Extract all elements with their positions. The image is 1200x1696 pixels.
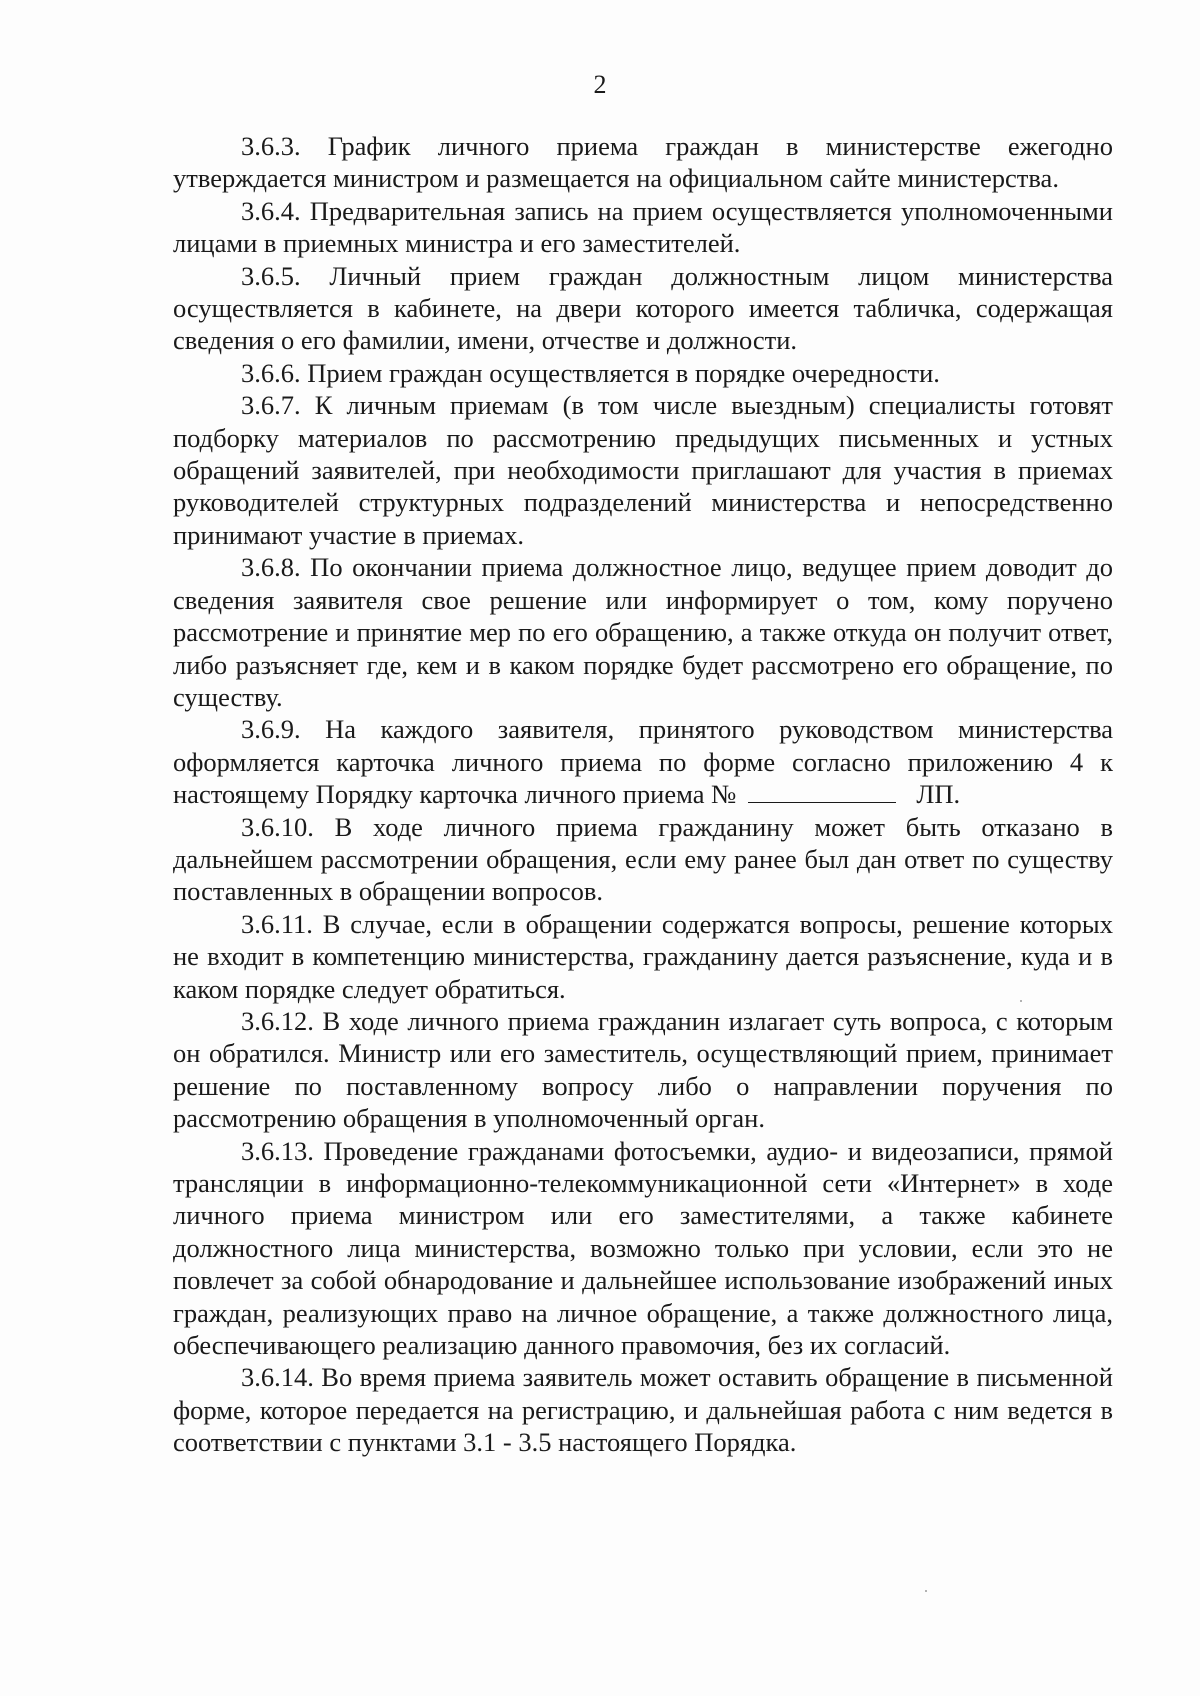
paragraph-3-6-10: 3.6.10. В ходе личного приема гражданину может быть отказано в дальнейшем рассмотрении обращения, если ему ранее был дан ответ по существу поставленных в обращении вопросов. (173, 811, 1113, 907)
paragraph-3-6-3: 3.6.3. График личного приема граждан в министерстве ежегодно утверждается министром и размещается на официальном сайте министерства. (173, 131, 1113, 194)
paragraph-3-6-4: 3.6.4. Предварительная запись на прием осуществляется уполномоченными лицами в приемных министра и его заместителей. (173, 195, 1113, 259)
paragraph-3-6-11: 3.6.11. В случае, если в обращении содержатся вопросы, решение которых не входит в компетенцию министерства, гражданину дается разъяснение, куда и в каком порядке следует обратиться. (173, 908, 1113, 1004)
paragraph-3-6-14: 3.6.14. Во время приема заявитель может оставить обращение в письменной форме, которое передается на регистрацию, и дальнейшая работа с ним ведется в соответствии с пунктами 3.1 - 3.5 настоящего Порядка. (173, 1362, 1113, 1458)
blank-fill-line (748, 780, 896, 803)
paragraph-3-6-9-suffix: ЛП. (916, 779, 961, 810)
paragraph-3-6-13: 3.6.13. Проведение гражданами фотосъемки, аудио- и видеозаписи, прямой трансляции в информационно-телекоммуникационной сети «Интернет» в ходе личного приема министром или его заместителями, а также кабинете должностного лица министерства, возможно только при условии, если это не повлечет за собой обнародование и дальнейшее использование изображений иных граждан, реализующих право на личное обращение, а также должностного лица, обеспечивающего реализацию данного правомочия, без их согласий. (173, 1135, 1113, 1361)
paragraph-3-6-8: 3.6.8. По окончании приема должностное лицо, ведущее прием доводит до сведения заявителя свое решение или информирует о том, кому поручено рассмотрение и принятие мер по его обращению, а также откуда он получит ответ, либо разъясняет где, кем и в каком порядке будет рассмотрено его обращение, по существу. (173, 552, 1113, 712)
paragraph-3-6-7: 3.6.7. К личным приемам (в том числе выездным) специалисты готовят подборку материалов по рассмотрению предыдущих письменных и устных обращений заявителей, при необходимости приглашают для участия в приемах руководителей структурных подразделений министерства и непосредственно принимают участие в приемах. (173, 390, 1113, 550)
paragraph-3-6-5: 3.6.5. Личный прием граждан должностным лицом министерства осуществляется в кабинете, на двери которого имеется табличка, содержащая сведения о его фамилии, имени, отчестве и должности. (173, 260, 1113, 356)
page-number: 2 (593, 70, 607, 99)
paragraph-3-6-6: 3.6.6. Прием граждан осуществляется в порядке очередности. (241, 357, 940, 388)
paragraph-3-6-9-text: 3.6.9. На каждого заявителя, принятого руководством министерства оформляется карточка личного приема по форме согласно приложению 4 к настоящему Порядку карточка личного приема № (173, 714, 1113, 810)
scan-speck (1020, 1000, 1022, 1002)
document-body (173, 130, 1113, 1459)
paragraph-3-6-9 (173, 713, 1113, 810)
paragraph-3-6-12: 3.6.12. В ходе личного приема гражданин излагает суть вопроса, с которым он обратился. Министр или его заместитель, осуществляющий прием, принимает решение по поставленному вопросу либо о направлении поручения по рассмотрению обращения в уполномоченный орган. (173, 1005, 1113, 1134)
scan-speck (925, 1590, 927, 1592)
